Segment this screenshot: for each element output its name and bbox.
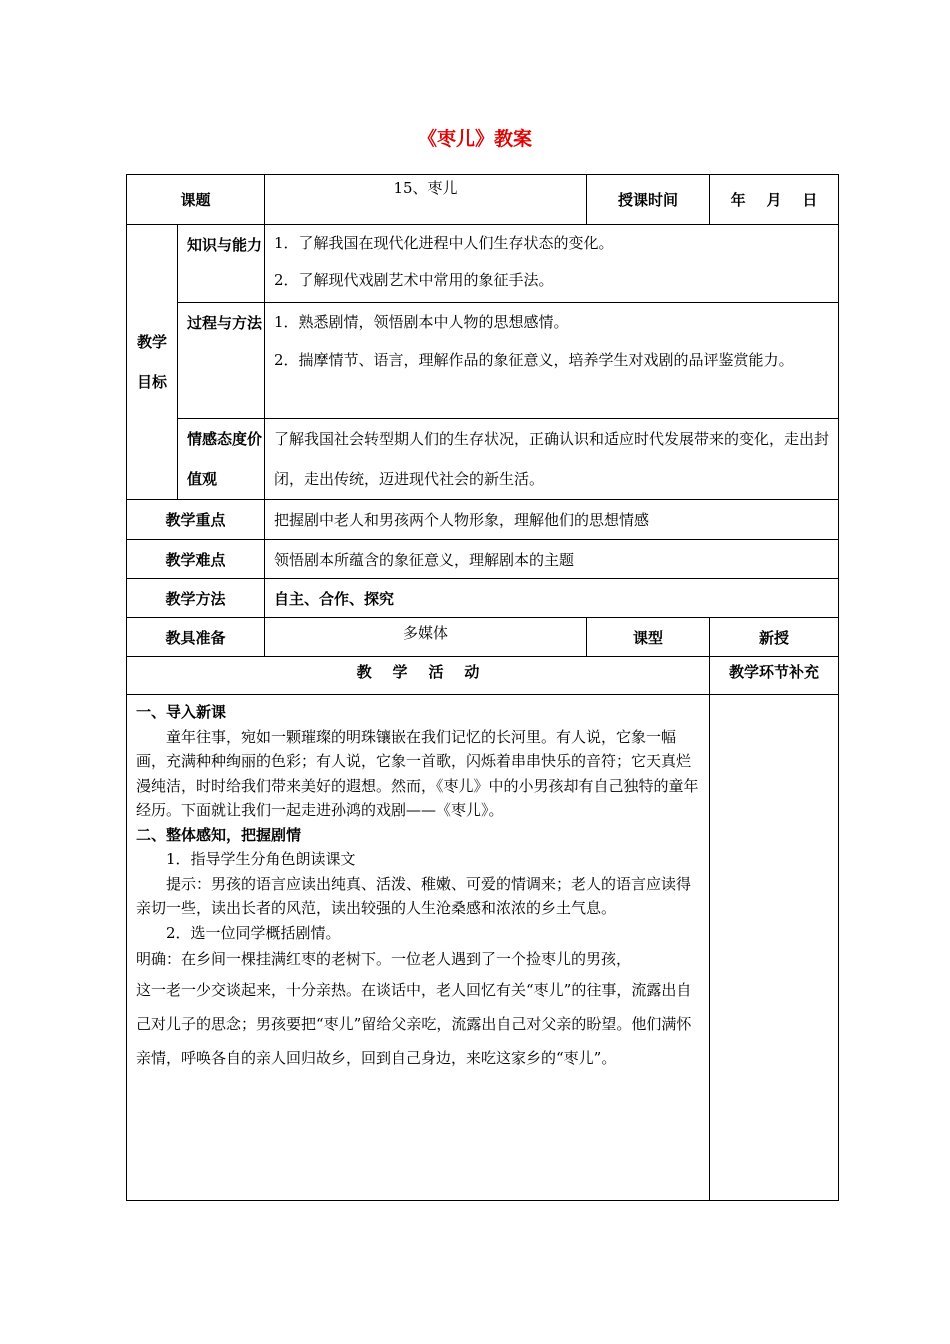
method-label: 教学方法 xyxy=(127,579,265,618)
key-text: 把握剧中老人和男孩两个人物形象，理解他们的思想情感 xyxy=(265,500,839,540)
emotion-label: 情感态度价值观 xyxy=(178,419,265,500)
knowledge-item-2: 2．了解现代戏剧艺术中常用的象征手法。 xyxy=(274,271,554,289)
difficulty-label: 教学难点 xyxy=(127,540,265,579)
process-item-2: 2．揣摩情节、语言，理解作品的象征意义，培养学生对戏剧的品评鉴赏能力。 xyxy=(274,351,794,369)
answer-rest: 这一老一少交谈起来，十分亲热。在谈话中，老人回忆有关“枣儿”的往事，流露出自己对儿子的思念；男孩要把“枣儿”留给父亲吃，流露出自己对父亲的盼望。他们满怀亲情，呼唤各自的亲人回归故乡，回到自己身边，来吃这家乡的“枣儿”。 xyxy=(136,981,692,1067)
activity-content-row xyxy=(127,695,839,1201)
knowledge-row xyxy=(127,225,839,303)
supplement-header: 教学环节补充 xyxy=(710,657,839,695)
tools-row xyxy=(127,618,839,657)
section-2-title: 二、整体感知，把握剧情 xyxy=(136,825,302,844)
emotion-content: 了解我国社会转型期人们的生存状况，正确认识和适应时代发展带来的变化，走出封闭，走出传统，迈进现代社会的新生活。 xyxy=(265,419,839,500)
method-text: 自主、合作、探究 xyxy=(265,579,839,618)
emotion-row xyxy=(127,419,839,500)
process-label: 过程与方法 xyxy=(178,303,265,419)
tools-label: 教具准备 xyxy=(127,618,265,657)
step-2-text: 2．选一位同学概括剧情。 xyxy=(166,923,341,942)
process-item-1: 1．熟悉剧情，领悟剧本中人物的思想感情。 xyxy=(274,313,569,331)
supplement-cell xyxy=(710,695,839,1201)
type-label: 课型 xyxy=(587,618,710,657)
document-title: 《枣儿》教案 xyxy=(417,128,532,150)
activity-header: 教 学 活 动 xyxy=(127,657,710,695)
process-row xyxy=(127,303,839,419)
lesson-plan-table xyxy=(126,174,839,1201)
difficulty-row xyxy=(127,540,839,579)
tools-text: 多媒体 xyxy=(265,618,587,657)
process-content xyxy=(265,303,839,419)
answer-first-line: 明确：在乡间一棵挂满红枣的老树下。一位老人遇到了一个捡枣儿的男孩， xyxy=(136,950,632,968)
topic-value: 15、枣儿 xyxy=(265,175,587,225)
knowledge-content xyxy=(265,225,839,303)
step-1-text: 1．指导学生分角色朗读课文 xyxy=(166,850,356,868)
section-1-text: 童年往事，宛如一颗璀璨的明珠镶嵌在我们记忆的长河里。有人说，它象一幅画，充满种种绚丽的色彩；有人说，它象一首歌，闪烁着串串快乐的音符；它天真烂漫纯洁，时时给我们带来美好的遐想。然而，《枣儿》中的小男孩却有自己独特的童年经历。下面就让我们一起走进孙鸿的戏剧——《枣儿》。 xyxy=(136,727,699,819)
key-label: 教学重点 xyxy=(127,500,265,540)
objectives-label: 教学目标 xyxy=(127,225,178,500)
activity-header-row xyxy=(127,657,839,695)
key-row xyxy=(127,500,839,540)
activity-content xyxy=(127,695,710,1201)
method-row xyxy=(127,579,839,618)
knowledge-item-1: 1．了解我国在现代化进程中人们生存状态的变化。 xyxy=(274,234,614,252)
difficulty-text: 领悟剧本所蕴含的象征意义，理解剧本的主题 xyxy=(265,540,839,579)
topic-row xyxy=(127,175,839,225)
hint-text: 提示：男孩的语言应读出纯真、活泼、稚嫩、可爱的情调来；老人的语言应读得亲切一些，读出长者的风范，读出较强的人生沧桑感和浓浓的乡土气息。 xyxy=(136,874,692,917)
type-text: 新授 xyxy=(710,618,839,657)
time-label: 授课时间 xyxy=(587,175,710,225)
section-1-title: 一、导入新课 xyxy=(136,703,227,721)
time-value: 年 月 日 xyxy=(710,175,839,225)
topic-label: 课题 xyxy=(127,175,265,225)
knowledge-label: 知识与能力 xyxy=(178,225,265,303)
